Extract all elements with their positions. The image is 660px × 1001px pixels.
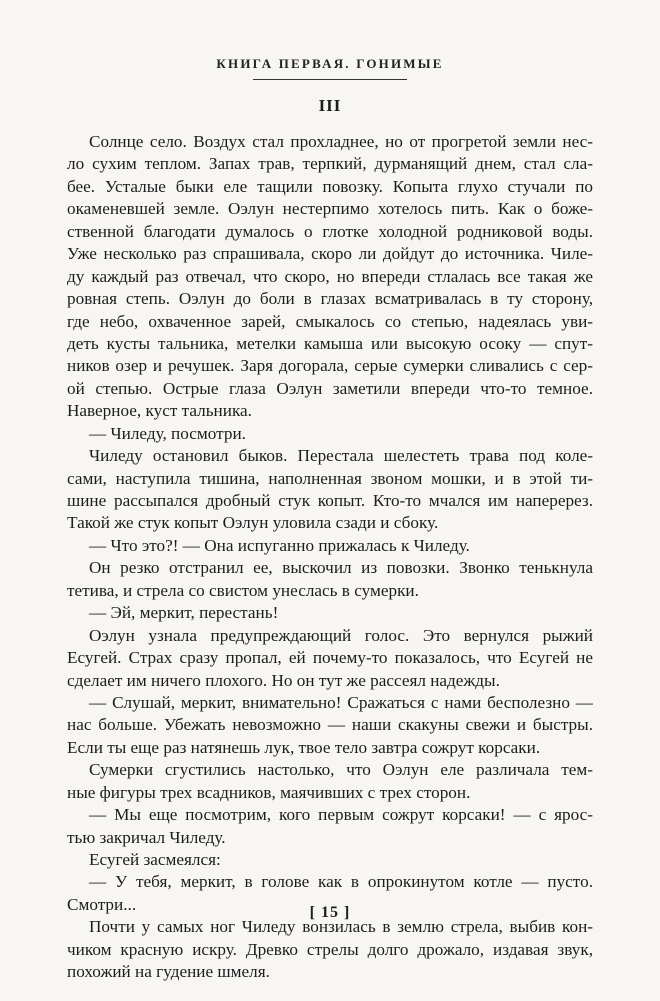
text-line: Он резко отстранил ее, выскочил из повозки. Звонко тенькнула [89,558,593,578]
text-line: тетива, и стрела со свистом унеслась в сумерки. [67,580,419,600]
text-line: сами, наступила тишина, наполненная звоном мошки, и в этой ти- [67,468,593,488]
running-header: КНИГА ПЕРВАЯ. ГОНИМЫЕ [216,56,444,71]
text-line: — У тебя, меркит, в голове как в опрокинутом котле — пусто. [89,872,593,892]
text-line: — Слушай, меркит, внимательно! Сражаться с нами бесполезно — [89,692,593,712]
text-line: окаменевшей земле. Оэлун нестерпимо хотелось пить. Как о боже- [67,199,593,219]
text-line: ников озер и речушек. Заря догорала, серые сумерки сливались с сер- [67,356,593,376]
text-line: — Что это?! — Она испуганно прижалась к Чиледу. [89,535,470,555]
text-line: где небо, охваченное зарей, смыкалось со степью, надеялась уви- [67,311,593,331]
text-line: нас больше. Убежать невозможно — наши скакуны свежи и быстры. [67,715,593,735]
text-line: шине рассыпался дробный стук копыт. Кто-то мчался им наперерез. [67,491,593,510]
text-line: деть кусты тальника, метелки камыша или высокую осоку — спут- [67,333,593,353]
text-line: — Мы еще посмотрим, кого первым сожрут корсаки! — с ярос- [89,805,593,825]
text-line: сделает им ничего плохого. Но он тут же рассеял надежды. [67,670,500,690]
text-line: Если ты еще раз натянешь лук, твое тело завтра сожрут корсаки. [67,737,541,757]
text-line: ственной благодати думалось о глотке холодной родниковой воды. [67,221,593,241]
text-line: Есугей засмеялся: [89,850,221,869]
text-line: Оэлун узнала предупреждающий голос. Это вернулся рыжий [89,625,593,645]
text-line: Уже несколько раз спрашивала, скоро ли дойдут до источника. Чиле- [67,244,593,264]
text-line: Наверное, куст тальника. [67,401,252,421]
text-line: похожий на гудение шмеля. [67,962,270,982]
text-line: Такой же стук копыт Оэлун уловила сзади и сбоку. [67,513,439,533]
text-line: ой степью. Острые глаза Оэлун заметили впереди что-то темное. [67,378,593,398]
text-line: ные фигуры трех всадников, маячивших с трех сторон. [67,782,471,802]
text-line: бее. Усталые быки еле тащили повозку. Копыта глухо стучали по [67,176,593,196]
text-line: Солнце село. Воздух стал прохладнее, но от прогретой земли нес- [89,132,593,151]
page-number: [ 15 ] [309,904,351,921]
text-line: — Эй, меркит, перестань! [89,603,279,623]
chapter-number: III [318,96,342,115]
text-line: — Чиледу, посмотри. [89,423,246,443]
text-line: ровная степь. Оэлун до боли в глазах всматривалась в ту сторону, [67,289,593,309]
text-line: Чиледу остановил быков. Перестала шелестеть трава под коле- [89,446,593,466]
header-rule [253,79,407,80]
text-line: Сумерки сгустились настолько, что Оэлун еле различала тем- [89,760,593,780]
text-line: ло сухим теплом. Запах трав, терпкий, дурманящий днем, стал сла- [67,154,593,174]
text-line: чиком красную искру. Древко стрелы долго дрожало, издавая звук, [67,939,593,959]
text-line: Смотри... [67,894,137,914]
text-line: Есугей. Страх сразу пропал, ей почему-то показалось, что Есугей не [67,648,593,668]
text-line: Почти у самых ног Чиледу вонзилась в землю стрела, выбив кон- [89,917,593,937]
text-line: ду каждый раз отвечал, что скоро, но впереди стлалась все такая же [67,266,593,286]
body-text [67,131,593,984]
text-line: тью закричал Чиледу. [67,827,226,847]
